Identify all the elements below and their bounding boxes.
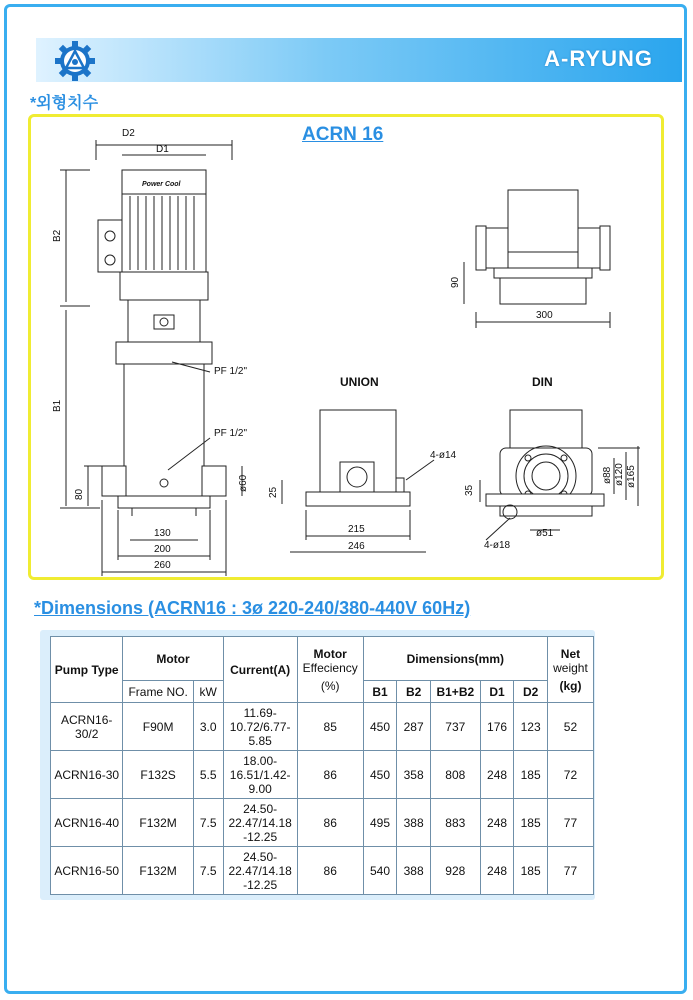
model-title: ACRN 16 <box>302 124 384 145</box>
efficiency-cell: 86 <box>297 751 363 799</box>
header-motor-efficiency: Motor Effeciency (%) <box>297 637 363 703</box>
b1b2-cell: 737 <box>430 703 480 751</box>
pump-type-cell: ACRN16- 30/2 <box>51 703 123 751</box>
b1-cell: 450 <box>363 703 397 751</box>
frame-cell: F132M <box>123 799 193 847</box>
header-pump-type: Pump Type <box>51 637 123 703</box>
d2-cell: 185 <box>514 847 548 895</box>
frame-cell: F132M <box>123 847 193 895</box>
kw-cell: 3.0 <box>193 703 223 751</box>
header-b1b2: B1+B2 <box>430 681 480 703</box>
efficiency-cell: 85 <box>297 703 363 751</box>
b2-cell: 388 <box>397 847 431 895</box>
section-title: *외형치수 <box>30 95 99 112</box>
header-b2: B2 <box>397 681 431 703</box>
dim-4-18-label: 4-ø18 <box>484 540 511 551</box>
d1-cell: 248 <box>480 799 514 847</box>
dim-60-label: ø60 <box>238 474 249 492</box>
dimensions-title: *Dimensions (ACRN16 : 3ø 220-240/380-440V 60Hz) <box>34 598 471 618</box>
frame-cell: F90M <box>123 703 193 751</box>
dim-d2-label: D2 <box>122 128 135 139</box>
header-b1: B1 <box>363 681 397 703</box>
dim-4-14-label: 4-ø14 <box>430 450 457 461</box>
header-kw: kW <box>193 681 223 703</box>
header-dimensions: Dimensions(mm) <box>363 637 547 681</box>
dim-165-label: ø165 <box>626 465 637 488</box>
current-cell: 24.50- 22.47/14.18 -12.25 <box>223 847 297 895</box>
dim-215-label: 215 <box>348 524 365 535</box>
efficiency-cell: 86 <box>297 799 363 847</box>
spec-table <box>50 636 594 895</box>
b1b2-cell: 928 <box>430 847 480 895</box>
header-current: Current(A) <box>223 637 297 703</box>
b2-cell: 358 <box>397 751 431 799</box>
weight-cell: 77 <box>547 847 593 895</box>
dim-200-label: 200 <box>154 544 171 555</box>
pump-type-cell: ACRN16-40 <box>51 799 123 847</box>
kw-cell: 7.5 <box>193 847 223 895</box>
dim-120-label: ø120 <box>614 463 625 486</box>
dim-51-label: ø51 <box>536 528 554 539</box>
b1-cell: 540 <box>363 847 397 895</box>
efficiency-cell: 86 <box>297 847 363 895</box>
brand-name: A-RYUNG <box>544 46 653 71</box>
motor-brand-label: Power Cool <box>142 181 181 188</box>
table-row <box>51 751 594 799</box>
kw-cell: 7.5 <box>193 799 223 847</box>
pf-lower-label: PF 1/2" <box>214 428 248 439</box>
b2-cell: 388 <box>397 799 431 847</box>
dim-246-label: 246 <box>348 541 365 552</box>
current-cell: 11.69- 10.72/6.77- 5.85 <box>223 703 297 751</box>
dim-80-label: 80 <box>74 488 85 500</box>
pump-type-cell: ACRN16-30 <box>51 751 123 799</box>
dim-b2-label: B2 <box>52 229 63 242</box>
d1-cell: 248 <box>480 847 514 895</box>
b1b2-cell: 883 <box>430 799 480 847</box>
header-motor: Motor <box>123 637 223 681</box>
b2-cell: 287 <box>397 703 431 751</box>
d1-cell: 248 <box>480 751 514 799</box>
dim-d1-label: D1 <box>156 144 169 155</box>
d2-cell: 123 <box>514 703 548 751</box>
weight-cell: 77 <box>547 799 593 847</box>
weight-cell: 72 <box>547 751 593 799</box>
kw-cell: 5.5 <box>193 751 223 799</box>
dim-b1-label: B1 <box>52 399 63 412</box>
b1b2-cell: 808 <box>430 751 480 799</box>
pump-type-cell: ACRN16-50 <box>51 847 123 895</box>
d1-cell: 176 <box>480 703 514 751</box>
current-cell: 24.50- 22.47/14.18 -12.25 <box>223 799 297 847</box>
din-label: DIN <box>532 375 553 389</box>
frame-cell: F132S <box>123 751 193 799</box>
dim-90-label: 90 <box>450 276 461 288</box>
b1-cell: 495 <box>363 799 397 847</box>
d2-cell: 185 <box>514 799 548 847</box>
table-row <box>51 703 594 751</box>
dim-260-label: 260 <box>154 560 171 571</box>
dim-88-label: ø88 <box>602 466 613 484</box>
header-d2: D2 <box>514 681 548 703</box>
b1-cell: 450 <box>363 751 397 799</box>
table-row <box>51 799 594 847</box>
dim-130-label: 130 <box>154 528 171 539</box>
table-row <box>51 847 594 895</box>
dim-25-label: 25 <box>268 486 279 498</box>
header-net-weight: Net weight (kg) <box>547 637 593 703</box>
union-label: UNION <box>340 375 379 389</box>
dim-300-label: 300 <box>536 310 553 321</box>
weight-cell: 52 <box>547 703 593 751</box>
pf-upper-label: PF 1/2" <box>214 366 248 377</box>
header-frame-no: Frame NO. <box>123 681 193 703</box>
d2-cell: 185 <box>514 751 548 799</box>
current-cell: 18.00- 16.51/1.42- 9.00 <box>223 751 297 799</box>
dim-35-label: 35 <box>464 484 475 496</box>
header-d1: D1 <box>480 681 514 703</box>
